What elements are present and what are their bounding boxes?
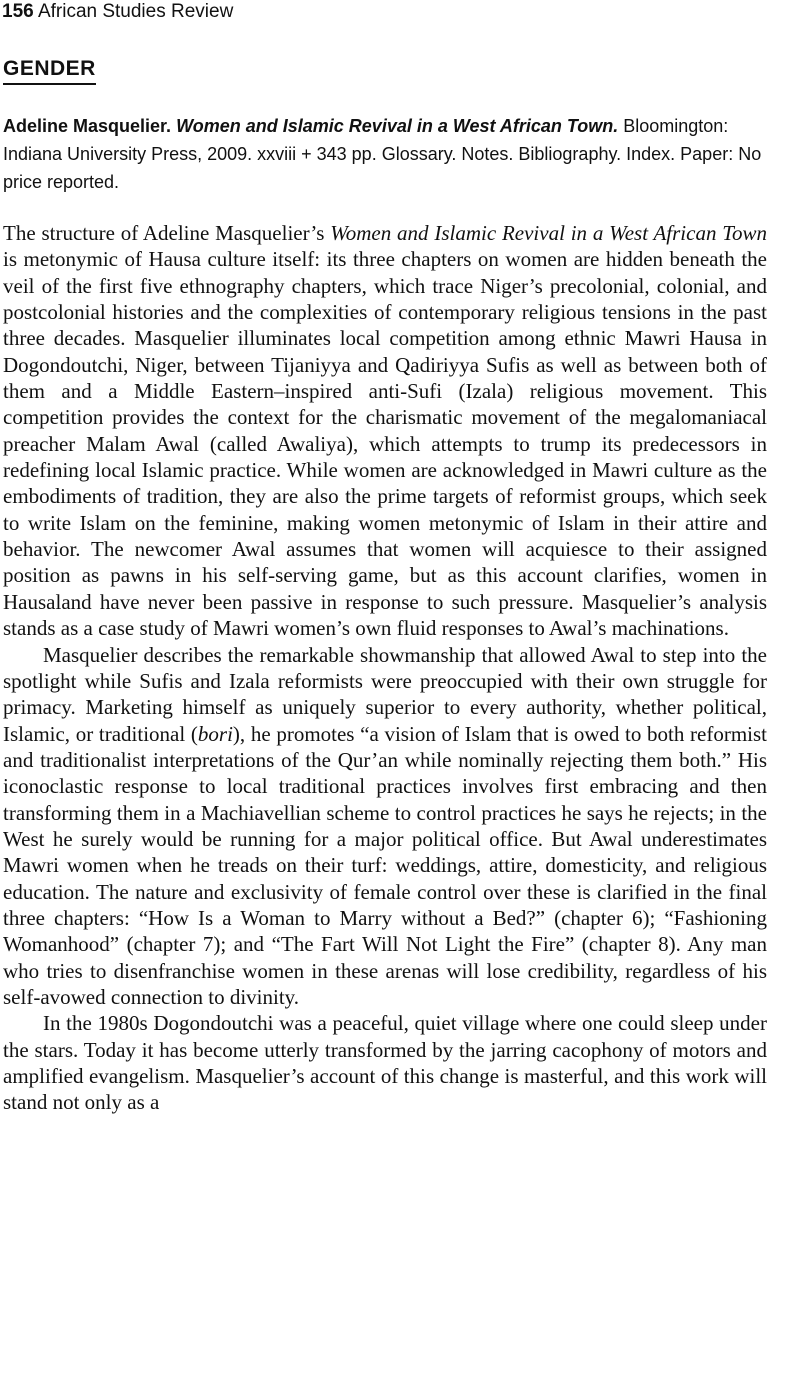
p1-book-title: Women and Islamic Revival in a West African Town [330, 221, 767, 245]
p2-text: ), he promotes “a vision of Islam that is owed to both reformist and traditionalist interpretations of the Qur’an while nominally rejecting them both.” His iconoclastic response to local traditional practices involves first embracing and then transforming them in a Machiavellian scheme to control practices he says he rejects; in the West he surely would be running for a major political office. But Awal underestimates Mawri women when he treads on their turf: weddings, attire, domesticity, and religious education. The nature and exclusivity of female control over these is clarified in the final three chapters: “How Is a Woman to Marry without a Bed?” (chapter 6); “Fashioning Womanhood” (chapter 7); and “The Fart Will Not Light the Fire” (chapter 8). Any man who tries to disenfranchise women in these arenas will lose credibility, regardless of his self-avowed connection to divinity. [3, 721, 767, 1009]
paragraph-3 [3, 1010, 767, 1115]
section-heading: GENDER [3, 56, 96, 85]
running-head [2, 0, 233, 24]
citation-book-title: Women and Islamic Revival in a West African Town. [176, 116, 619, 136]
paragraph-1 [3, 220, 767, 642]
citation-details: Bloomington: Indiana University Press, 2009. xxviii + 343 pp. Glossary. Notes. Bibliography. Index. Paper: No price reported. [3, 116, 762, 192]
p1-text: is metonymic of Hausa culture itself: its three chapters on women are hidden beneath the veil of the first five ethnography chapters, which trace Niger’s precolonial, colonial, and postcolonial histories and the complexities of contemporary religious tensions in the past three decades. Masquelier illuminates local competition among ethnic Mawri Hausa in Dogondoutchi, Niger, between Tijaniyya and Qadiriyya Sufis as well as between both of them and a Middle Eastern–inspired anti-Sufi (Izala) religious movement. This competition provides the context for the charismatic movement of the megalomaniacal preacher Malam Awal (called Awaliya), which attempts to trump its predecessors in redefining local Islamic practice. While women are acknowledged in Mawri culture as the embodiments of tradition, they are also the prime targets of reformist groups, which seek to write Islam on the feminine, making women metonymic of Islam in their attire and behavior. The newcomer Awal assumes that women will acquiesce to their assigned position as pawns in his self-serving game, but as this account clarifies, women in Hausaland have never been passive in response to such pressure. Masquelier’s analysis stands as a case study of Mawri women’s own fluid responses to Awal’s machinations. [3, 247, 767, 641]
citation-author: Adeline Masquelier. [3, 116, 172, 136]
p2-term: bori [197, 721, 233, 746]
journal-title: African Studies Review [37, 1, 234, 22]
paragraph-2 [3, 642, 767, 1011]
page-number: 156 [2, 1, 34, 22]
p2-lead: Masquelier describes the remarkable showmanship that allowed Awal to step into the spotlight while Sufis and Izala reformists were preoccupied with their own struggle for primacy. Marketing himself as uniquely superior to every authority, whether political, Islamic, or traditional ( [3, 642, 767, 746]
p3-text: In the 1980s Dogondoutchi was a peaceful, quiet village where one could sleep under the stars. Today it has become utterly transformed by the jarring cacophony of motors and amplified evangelism. Masquelier’s account of this change is masterful, and this work will stand not only as a [3, 1011, 767, 1115]
review-body [3, 220, 767, 1116]
p1-lead: The structure of Adeline Masquelier’s [3, 221, 331, 245]
book-citation [3, 112, 769, 196]
